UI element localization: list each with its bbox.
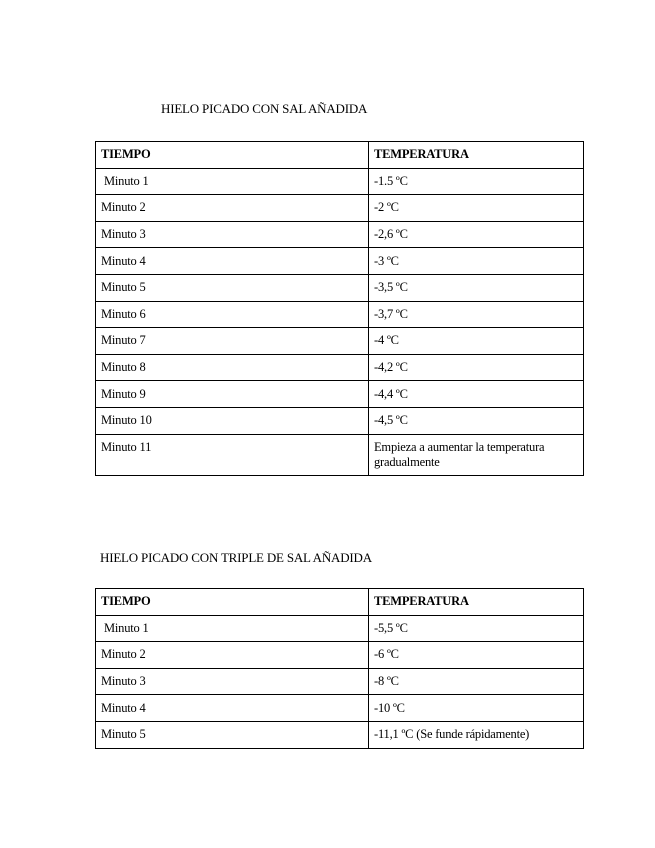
table-row [96,642,584,669]
table-salt [95,141,584,476]
table-row [96,274,584,301]
table-header-row [96,142,584,169]
table-row [96,354,584,381]
temperature-cell: -2 ºC [369,195,584,222]
temperature-cell: -5,5 ºC [369,615,584,642]
temperature-cell: -3,5 ºC [369,274,584,301]
temperature-cell: -4,2 ºC [369,354,584,381]
temperature-cell: -4,5 ºC [369,407,584,434]
table-row [96,168,584,195]
temperature-cell: -11,1 ºC (Se funde rápidamente) [369,721,584,748]
table1-title: HIELO PICADO CON SAL AÑADIDA [161,101,368,116]
header-temperatura: TEMPERATURA [369,589,584,616]
temperature-cell: -10 ºC [369,695,584,722]
time-cell: Minuto 9 [96,381,369,408]
time-cell: Minuto 7 [96,328,369,355]
temperature-cell: -1.5 ºC [369,168,584,195]
time-cell: Minuto 1 [96,615,369,642]
temperature-cell: -8 ºC [369,668,584,695]
time-cell: Minuto 3 [96,221,369,248]
header-tiempo: TIEMPO [96,142,369,169]
header-tiempo: TIEMPO [96,589,369,616]
time-cell: Minuto 8 [96,354,369,381]
time-cell: Minuto 5 [96,274,369,301]
table-row [96,301,584,328]
time-cell: Minuto 11 [96,434,369,475]
table-row [96,328,584,355]
table-row [96,248,584,275]
time-cell: Minuto 6 [96,301,369,328]
table-row [96,407,584,434]
table-row [96,221,584,248]
temperature-cell: -3,7 ºC [369,301,584,328]
table-header-row [96,589,584,616]
time-cell: Minuto 2 [96,642,369,669]
table-row [96,615,584,642]
header-temperatura: TEMPERATURA [369,142,584,169]
table-row [96,195,584,222]
time-cell: Minuto 2 [96,195,369,222]
time-cell: Minuto 10 [96,407,369,434]
temperature-cell: -4 ºC [369,328,584,355]
time-cell: Minuto 5 [96,721,369,748]
temperature-cell: -6 ºC [369,642,584,669]
table-row [96,668,584,695]
time-cell: Minuto 3 [96,668,369,695]
temperature-cell: Empieza a aumentar la temperatura gradualmente [369,434,584,475]
table-row [96,434,584,475]
time-cell: Minuto 4 [96,248,369,275]
table-triple-salt [95,588,584,749]
table2-title: HIELO PICADO CON TRIPLE DE SAL AÑADIDA [100,550,372,565]
table-row [96,695,584,722]
temperature-cell: -2,6 ºC [369,221,584,248]
table-row [96,381,584,408]
time-cell: Minuto 4 [96,695,369,722]
time-cell: Minuto 1 [96,168,369,195]
table-row [96,721,584,748]
temperature-cell: -3 ºC [369,248,584,275]
temperature-cell: -4,4 ºC [369,381,584,408]
